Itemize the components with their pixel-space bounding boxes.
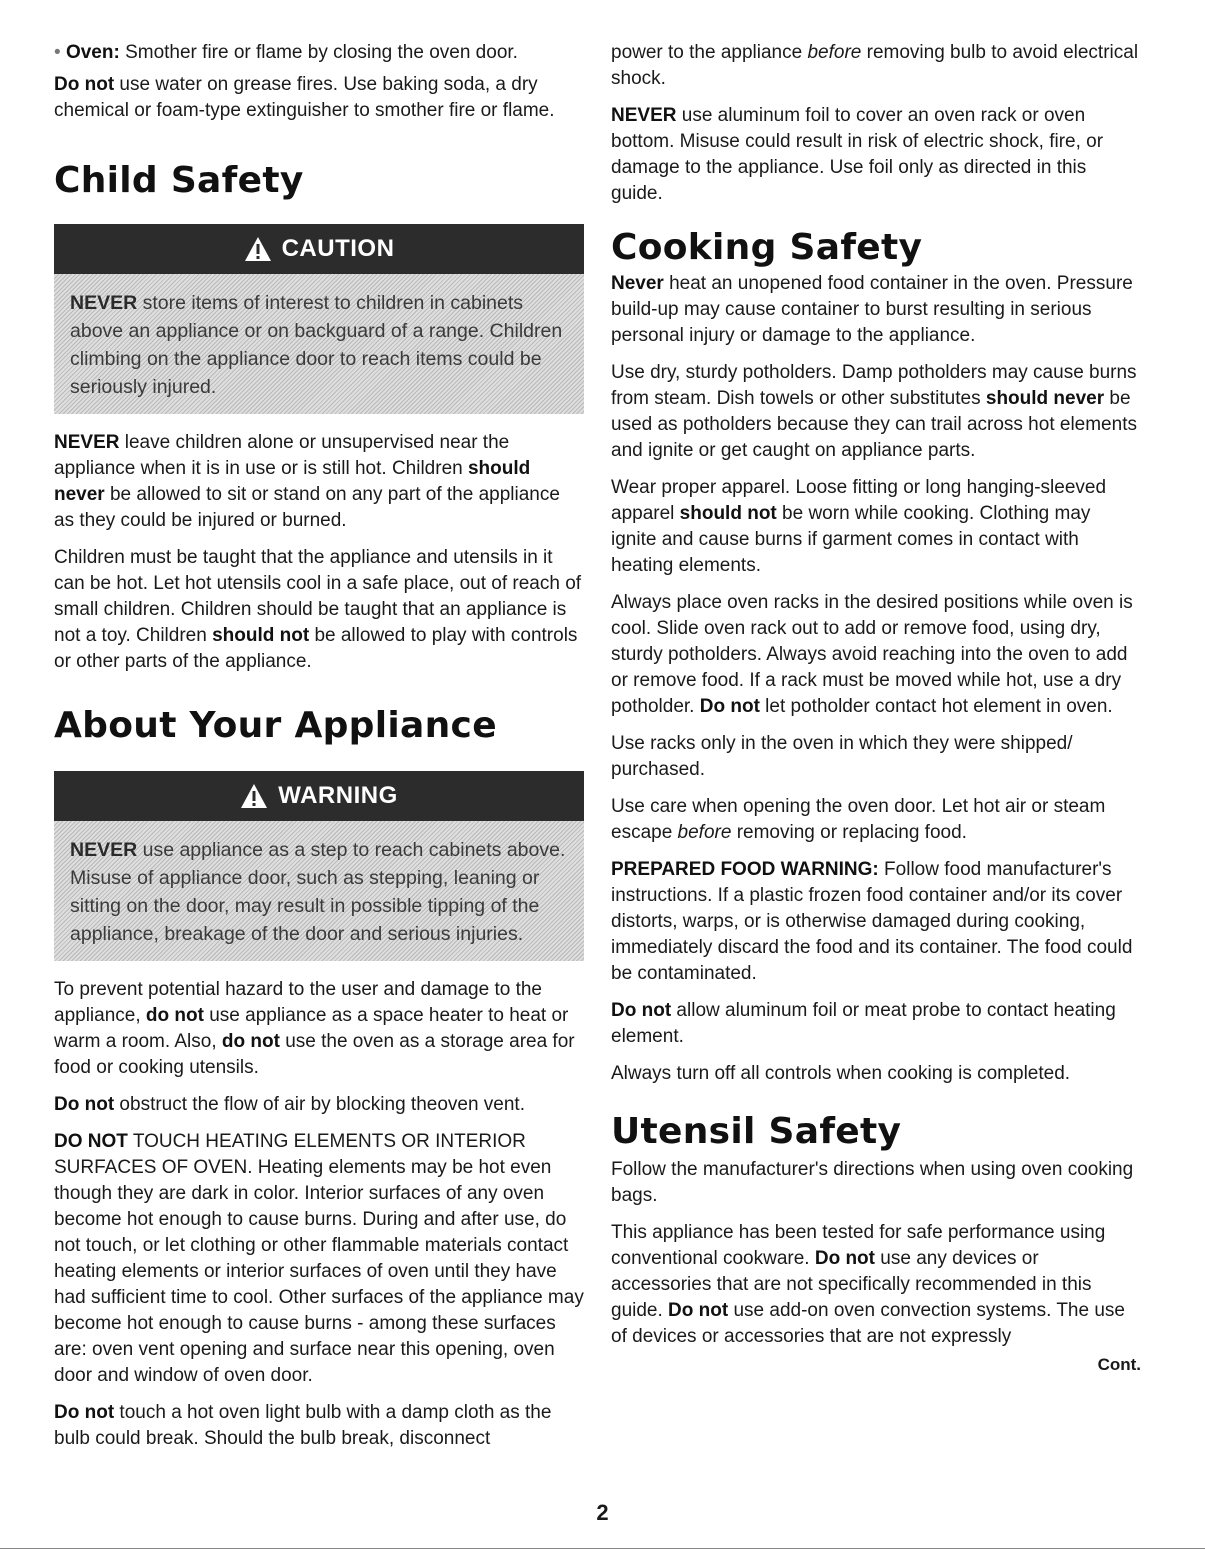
about-paragraph-1: To prevent potential hazard to the user and damage to the appliance, do not use appliance as a space heater to heat or warm a room. Also, do not use the oven as a storage area for food or cooking utensils. — [54, 979, 575, 1078]
caution-header — [54, 224, 584, 274]
warning-triangle-icon — [244, 236, 272, 262]
about-appliance-heading: About Your Appliance — [54, 705, 497, 746]
warning-header — [54, 771, 584, 821]
foil-paragraph: NEVER use aluminum foil to cover an oven rack or oven bottom. Misuse could result in risk of electric shock, fire, or damage to the appliance. Use foil only as directed in this guide. — [611, 105, 1104, 204]
cooking-paragraph-8: Do not allow aluminum foil or meat probe to contact heating element. — [611, 1000, 1116, 1047]
bullet: • — [54, 42, 61, 63]
cooking-safety-heading: Cooking Safety — [611, 227, 923, 268]
cooking-paragraph-7: PREPARED FOOD WARNING: Follow food manufacturer's instructions. If a plastic frozen food container and/or its cover distorts, warps, or is otherwise damaged during cooking, immediately discard the food and its container. The food could be contaminated. — [611, 859, 1133, 984]
grease-fire-paragraph: Do not use water on grease fires. Use baking soda, a dry chemical or foam-type extinguisher to smother fire or flame. — [54, 74, 555, 121]
about-paragraph-3: DO NOT TOUCH HEATING ELEMENTS OR INTERIOR SURFACES OF OVEN. Heating elements may be hot even though they are dark in color. Interior surfaces of any oven become hot enough to cause burns. During and after use, do not touch, or let clothing or other flammable materials contact heating elements or interior surfaces of oven until they have had sufficient time to cool. Other surfaces of the appliance may become hot enough to cause burns - among these surfaces are: oven vent opening and surface near this opening, oven door and window of oven door. — [54, 1131, 584, 1386]
about-paragraph-2: Do not obstruct the flow of air by blocking theoven vent. — [54, 1094, 525, 1115]
warning-label: WARNING — [278, 782, 398, 809]
warning-triangle-icon — [240, 783, 268, 809]
caution-text: NEVER store items of interest to children in cabinets above an appliance or on backguard of a range. Children climbing on the appliance door to reach items could be seriously injured. — [54, 274, 584, 414]
page-number: 2 — [596, 1500, 609, 1525]
oven-fire-bullet: • Oven: Smother fire or flame by closing the oven door. — [54, 42, 518, 63]
cooking-paragraph-5: Use racks only in the oven in which they were shipped/ purchased. — [611, 733, 1073, 780]
child-paragraph-2: Children must be taught that the appliance and utensils in it can be hot. Let hot utensils cool in a safe place, out of reach of small children. Children should be taught that an appliance is not a toy. Children should not be allowed to play with controls or other parts of the appliance. — [54, 547, 582, 672]
cooking-paragraph-4: Always place oven racks in the desired positions while oven is cool. Slide oven rack out to add or remove food, using dry, sturdy potholders. Always avoid reaching into the oven to add or remove food. If a rack must be moved while hot, use a dry potholder. Do not let potholder contact hot element in oven. — [611, 592, 1133, 717]
child-safety-heading: Child Safety — [54, 160, 304, 201]
cooking-paragraph-3: Wear proper apparel. Loose fitting or long hanging-sleeved apparel should not be worn while cooking. Clothing may ignite and cause burns if garment comes in contact with heating elements. — [611, 477, 1107, 576]
bulb-continued-paragraph: power to the appliance before removing bulb to avoid electrical shock. — [611, 42, 1139, 89]
about-paragraph-4: Do not touch a hot oven light bulb with a damp cloth as the bulb could break. Should the bulb break, disconnect — [54, 1402, 552, 1449]
oven-label: Oven: — [65, 42, 120, 63]
right-column — [611, 40, 1141, 1375]
warning-text: NEVER use appliance as a step to reach cabinets above. Misuse of appliance door, such as stepping, leaning or sitting on the door, may result in possible tipping of the appliance, breakage of the door and serious injuries. — [54, 821, 584, 961]
caution-box — [54, 224, 584, 414]
continued-label: Cont. — [1097, 1355, 1141, 1374]
child-paragraph-1: NEVER leave children alone or unsupervised near the appliance when it is in use or is still hot. Children should never be allowed to sit or stand on any part of the appliance as they could be injured or burned. — [54, 432, 560, 531]
utensil-paragraph-2: This appliance has been tested for safe performance using conventional cookware. Do not use any devices or accessories that are not specifically recommended in this guide. Do not use add-on oven convection systems. The use of devices or accessories that are not expressly — [611, 1222, 1125, 1347]
warning-box — [54, 771, 584, 961]
cooking-paragraph-1: Never heat an unopened food container in the oven. Pressure build-up may cause container to burst resulting in serious personal injury or damage to the appliance. — [611, 273, 1133, 346]
cooking-paragraph-2: Use dry, sturdy potholders. Damp potholders may cause burns from steam. Dish towels or other substitutes should never be used as potholders because they can trail across hot elements and ignite or get caught on appliance parts. — [611, 362, 1137, 461]
cooking-paragraph-6: Use care when opening the oven door. Let hot air or steam escape before removing or replacing food. — [611, 796, 1106, 843]
caution-label: CAUTION — [281, 235, 395, 262]
utensil-paragraph-1: Follow the manufacturer's directions when using oven cooking bags. — [611, 1159, 1134, 1206]
cooking-paragraph-9: Always turn off all controls when cooking is completed. — [611, 1063, 1071, 1084]
utensil-safety-heading: Utensil Safety — [611, 1111, 902, 1152]
left-column — [54, 40, 584, 1463]
